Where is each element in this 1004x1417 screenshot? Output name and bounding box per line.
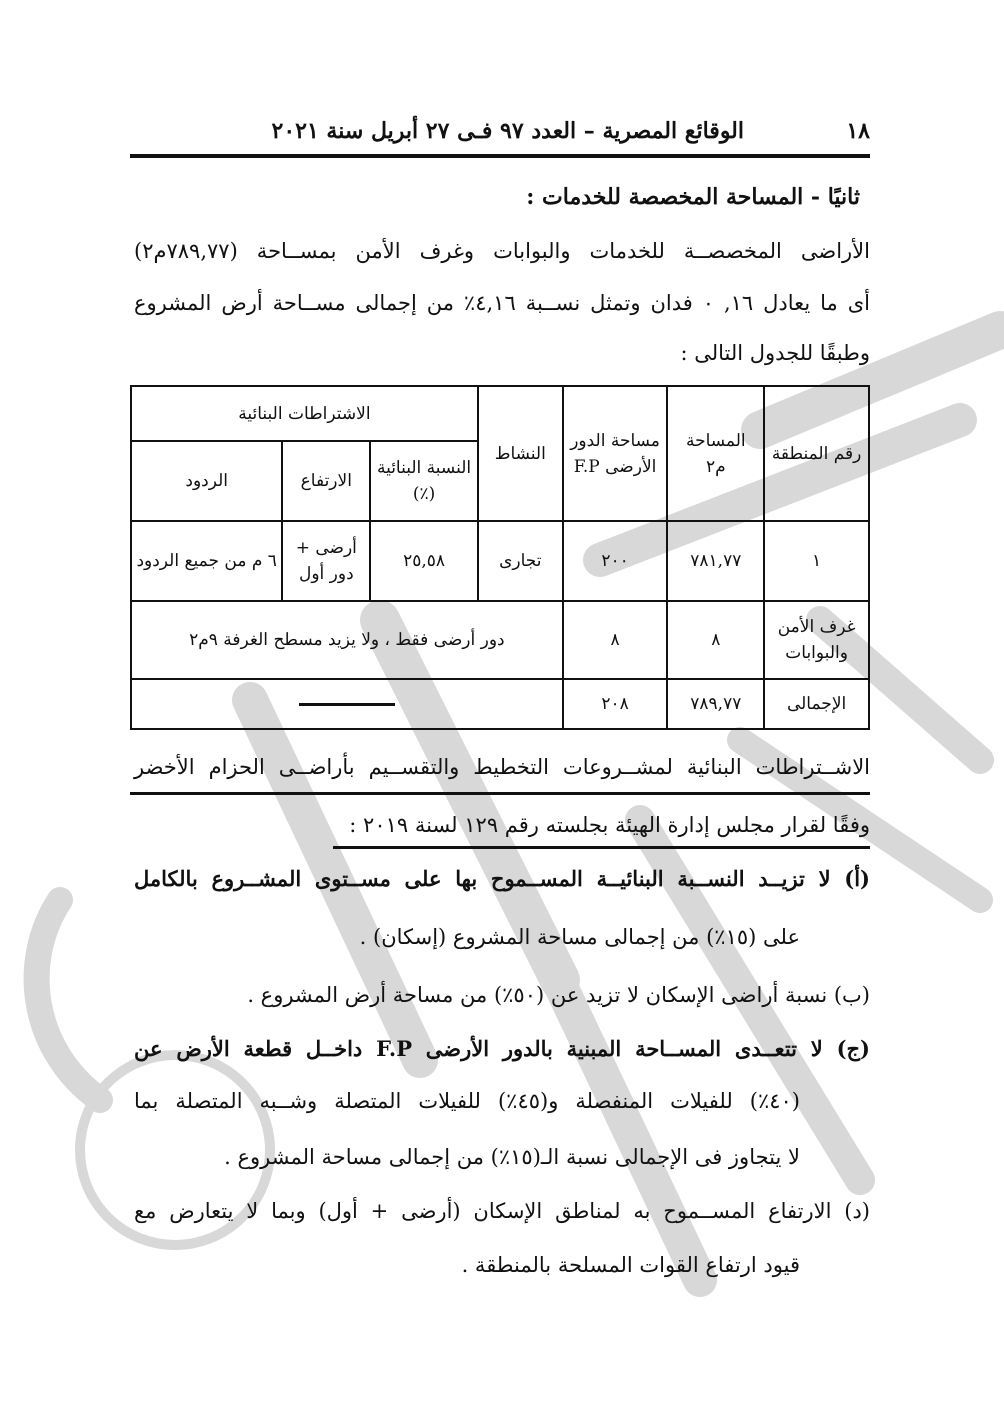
underline [130,792,870,795]
intro-line: الأراضى المخصصــة للخدمات والبوابات وغرف الأمن بمســاحة (٧٨٩,٧٧م٢) [134,239,870,263]
header-building-conditions: الاشتراطات البنائية [131,386,478,441]
cell-setbacks: ٦ م من جميع الردود [131,521,282,601]
header-rule [130,154,870,158]
header-ratio: النسبة البنائية (٪) [370,441,478,521]
services-table [130,385,870,730]
intro-line: أى ما يعادل ١٦, ٠ فدان وتمثل نســبة ٤,١٦٪ من إجمالى مســاحة أرض المشروع [134,291,870,315]
cell-zone: غرف الأمن والبوابات [764,601,869,679]
header-area-unit: م٢ [705,456,726,477]
item-line: (٤٠٪) للفيلات المنفصلة و(٤٥٪) للفيلات المتصلة وشــبه المتصلة بما [134,1089,800,1113]
section-heading: ثانيًا - المساحة المخصصة للخدمات : [526,184,860,210]
header-height: الارتفاع [282,441,370,521]
cell-height: أرضى + دور أول [282,521,370,601]
item-line: (أ) لا تزيــد النســبة البنائيــة المســموح بها على مســتوى المشــروع بالكامل [134,866,870,891]
header-area-label: المساحة [685,430,746,451]
item-line: قيود ارتفاع القوات المسلحة بالمنطقة . [461,1253,800,1277]
underline [333,846,870,849]
cell-fp-area: ٢٠٠ [563,521,668,601]
cell-area: ٨ [667,601,764,679]
header-area [667,386,764,521]
cell-area: ٧٨٩,٧٧ [667,679,764,729]
header-fp-area: مساحة الدور الأرضى F.P [563,386,668,521]
cell-conditions: دور أرضى فقط ، ولا يزيد مسطح الغرفة ٩م٢ [131,601,563,679]
subheading-line: الاشــتراطات البنائية لمشــروعات التخطيط والتقســيم بأراضــى الحزام الأخضر [134,755,870,779]
running-title: الوقائع المصرية – العدد ٩٧ فـى ٢٧ أبريل سنة ٢٠٢١ [271,118,744,144]
cell-zone: الإجمالى [764,679,869,729]
item-line: لا يتجاوز فى الإجمالى نسبة الـ(١٥٪) من إجمالى مساحة المشروع . [224,1145,800,1169]
cell-area: ٧٨١,٧٧ [667,521,764,601]
subheading-line: وفقًا لقرار مجلس إدارة الهيئة بجلسته رقم ١٢٩ لسنة ٢٠١٩ : [349,813,870,837]
cell-empty-dash [131,679,563,729]
table-row-total [131,679,869,729]
header-zone: رقم المنطقة [764,386,869,521]
item-line: (د) الارتفاع المســموح به لمناطق الإسكان (أرضى + أول) وبما لا يتعارض مع [134,1199,870,1223]
header-setbacks: الردود [131,441,282,521]
header-activity: النشاط [478,386,563,521]
item-line: على (١٥٪) من إجمالى مساحة المشروع (إسكان) . [359,925,800,949]
table-row [131,601,869,679]
table-row [131,521,869,601]
cell-fp-area: ٢٠٨ [563,679,668,729]
page-number: ١٨ [846,118,870,144]
dash-line [299,703,395,706]
cell-zone: ١ [764,521,869,601]
item-line: (ج) لا تتعــدى المســاحة المبنية بالدور الأرضى F.P داخــل قطعة الأرض عن [134,1036,870,1061]
cell-activity: تجارى [478,521,563,601]
cell-ratio: ٢٥,٥٨ [370,521,478,601]
cell-fp-area: ٨ [563,601,668,679]
item-line: (ب) نسبة أراضى الإسكان لا تزيد عن (٥٠٪) من مساحة أرض المشروع . [247,983,870,1007]
intro-line: وطبقًا للجدول التالى : [680,341,870,365]
